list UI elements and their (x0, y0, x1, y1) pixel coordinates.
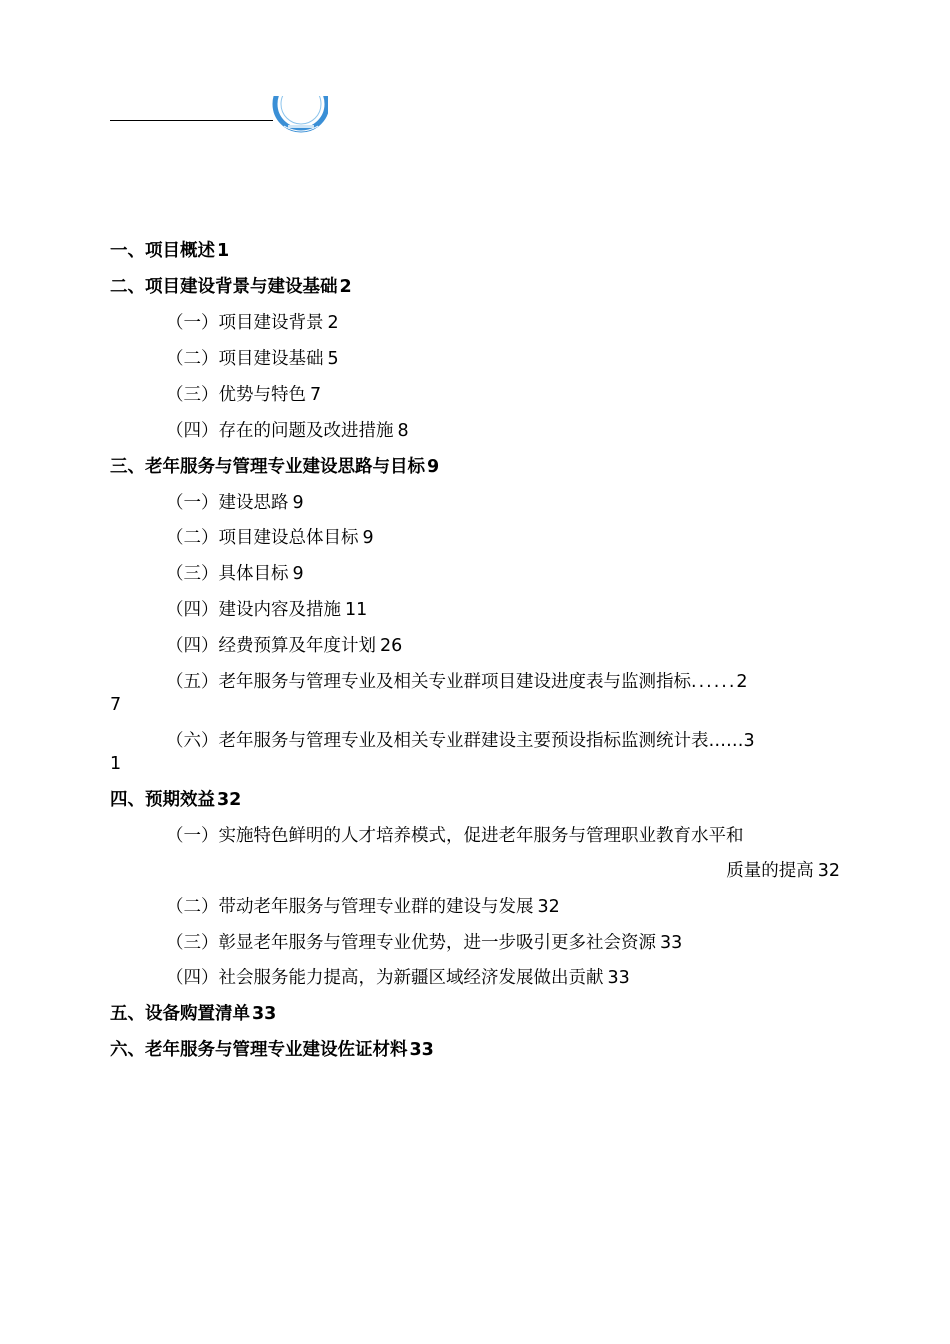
toc-entry-title: （四）经费预算及年度计划 (166, 636, 376, 656)
toc-page-number: 3 (743, 731, 755, 751)
toc-entry[interactable] (166, 932, 682, 954)
toc-entry[interactable] (166, 527, 374, 549)
toc-page-number: 32 (817, 861, 840, 881)
toc-entry[interactable] (110, 456, 439, 478)
toc-entry-title: （二）带动老年服务与管理专业群的建设与发展 (166, 897, 534, 917)
toc-entry[interactable] (166, 825, 744, 847)
toc-page-number: 9 (292, 493, 304, 513)
toc-page-number-continued: 7 (110, 695, 122, 715)
toc-entry-title: （三）优势与特色 (166, 385, 306, 405)
toc-entry-wrap (110, 753, 121, 775)
toc-entry-title: （一）建设思路 (166, 493, 289, 513)
toc-page-number: 9 (362, 528, 374, 548)
toc-page-number: 11 (345, 600, 368, 620)
toc-entry-title: （二）项目建设基础 (166, 349, 324, 369)
toc-page-number: 26 (380, 636, 403, 656)
toc-page-number: 9 (292, 564, 304, 584)
toc-entry[interactable] (166, 420, 409, 442)
toc-page-number: 32 (537, 897, 560, 917)
toc-page-number: 5 (327, 349, 339, 369)
toc-leader-dots: ...... (691, 672, 737, 692)
toc-entry-wrap (110, 694, 121, 716)
toc-entry[interactable] (110, 789, 241, 811)
toc-entry[interactable] (166, 492, 304, 514)
toc-entry-title: 六、老年服务与管理专业建设佐证材料 (110, 1040, 408, 1060)
toc-entry[interactable] (166, 312, 339, 334)
toc-page-number: 9 (427, 457, 440, 477)
toc-page-number: 2 (736, 672, 748, 692)
toc-entry-title: 四、预期效益 (110, 790, 215, 810)
toc-page-number: 1 (217, 241, 230, 261)
toc-entry-wrap (726, 860, 840, 882)
toc-page-number: 33 (409, 1040, 434, 1060)
toc-page-number: 2 (327, 313, 339, 333)
toc-page-number-continued: 1 (110, 754, 122, 774)
toc-entry-title: （四）社会服务能力提高，为新疆区域经济发展做出贡献 (166, 968, 604, 988)
toc-entry-title: （六）老年服务与管理专业及相关专业群建设主要预设指标监测统计表 (166, 731, 709, 751)
toc-page-number: 33 (252, 1004, 277, 1024)
toc-entry[interactable] (110, 1039, 434, 1061)
toc-entry[interactable] (166, 599, 367, 621)
toc-entry-title-continued: 质量的提高 (726, 861, 814, 881)
toc-entry[interactable] (166, 730, 755, 752)
toc-entry-title: 五、设备购置清单 (110, 1004, 250, 1024)
toc-page-number: 33 (607, 968, 630, 988)
toc-entry-title: 三、老年服务与管理专业建设思路与目标 (110, 457, 425, 477)
toc-entry-title: （五）老年服务与管理专业及相关专业群项目建设进度表与监测指标 (166, 672, 691, 692)
toc-entry[interactable] (166, 967, 630, 989)
toc-page-number: 8 (397, 421, 409, 441)
toc-entry[interactable] (166, 348, 339, 370)
toc-entry[interactable] (110, 1003, 276, 1025)
toc-entry-title: （三）具体目标 (166, 564, 289, 584)
toc-page-number: 33 (660, 933, 683, 953)
toc-entry[interactable] (166, 563, 304, 585)
toc-entry[interactable] (110, 276, 352, 298)
toc-page-number: 32 (217, 790, 242, 810)
toc-leader-dots: …… (708, 731, 744, 751)
toc-entry-title: 一、项目概述 (110, 241, 215, 261)
toc-page-number: 2 (339, 277, 352, 297)
toc-entry-title: （三）彰显老年服务与管理专业优势，进一步吸引更多社会资源 (166, 933, 656, 953)
toc-entry[interactable] (166, 671, 748, 693)
toc-entry-title: （一）实施特色鲜明的人才培养模式，促进老年服务与管理职业教育水平和 (166, 826, 744, 846)
toc-entry-title: （四）存在的问题及改进措施 (166, 421, 394, 441)
toc-entry[interactable] (166, 384, 321, 406)
toc-entry-title: （一）项目建设背景 (166, 313, 324, 333)
toc-page-number: 7 (310, 385, 322, 405)
toc-entry-title: 二、项目建设背景与建设基础 (110, 277, 338, 297)
toc-entry[interactable] (166, 896, 560, 918)
toc-entry[interactable] (110, 240, 229, 262)
toc-entry-title: （二）项目建设总体目标 (166, 528, 359, 548)
toc-entry-title: （四）建设内容及措施 (166, 600, 341, 620)
toc-entry[interactable] (166, 635, 402, 657)
